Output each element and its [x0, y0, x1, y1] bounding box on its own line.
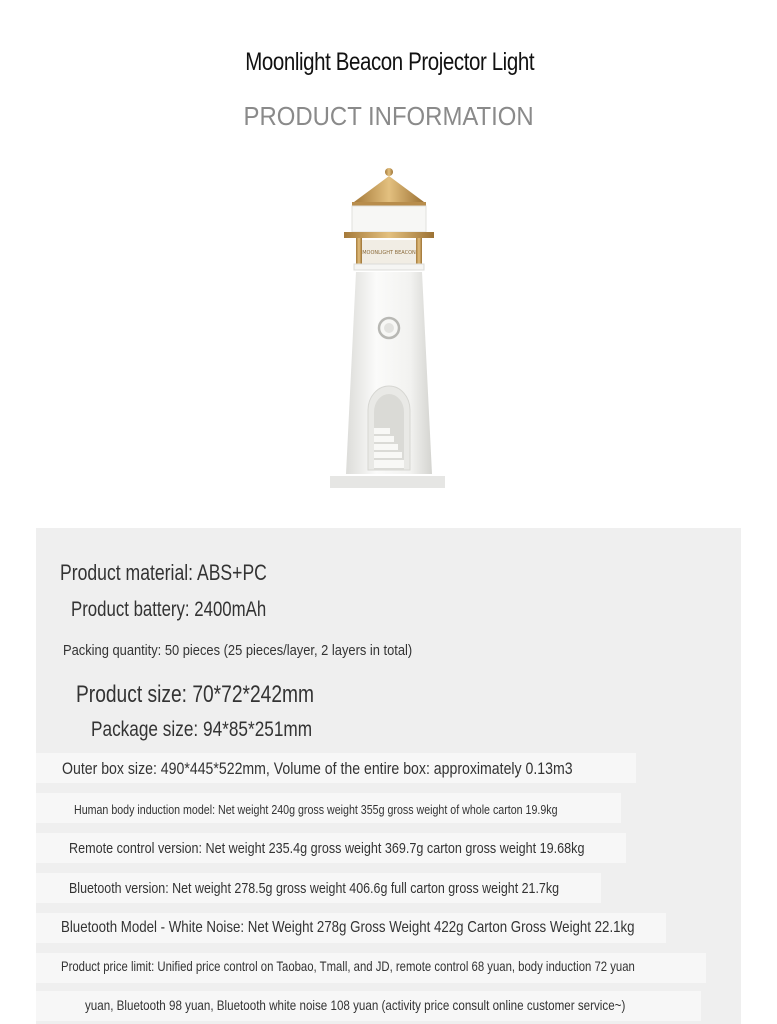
spec-package-size: Package size: 94*85*251mm — [91, 718, 313, 741]
lighthouse-product-image — [320, 160, 460, 495]
spec-product-size: Product size: 70*72*242mm — [76, 681, 314, 708]
spec-bluetooth-white-noise: Bluetooth Model - White Noise: Net Weight 278g Gross Weight 422g Carton Gross Weight 22.1kg — [61, 919, 635, 936]
spec-packing-quantity: Packing quantity: 50 pieces (25 pieces/layer, 2 layers in total) — [63, 642, 413, 659]
spec-price-limit-line-1: Product price limit: Unified price control on Taobao, Tmall, and JD, remote control 68 yuan, body induction 72 yuan — [61, 958, 635, 974]
lighthouse-logo-text: MOONLIGHT BEACON — [362, 250, 416, 256]
spec-battery: Product battery: 2400mAh — [71, 598, 267, 621]
spec-material: Product material: ABS+PC — [60, 560, 267, 585]
spec-human-body-model: Human body induction model: Net weight 240g gross weight 355g gross weight of whole carton 19.9kg — [74, 802, 558, 817]
spec-outer-box: Outer box size: 490*445*522mm, Volume of the entire box: approximately 0.13m3 — [62, 759, 573, 778]
spec-remote-version: Remote control version: Net weight 235.4g gross weight 369.7g carton gross weight 19.68kg — [69, 840, 585, 857]
section-subtitle: PRODUCT INFORMATION — [243, 101, 534, 131]
spec-price-limit-line-2: yuan, Bluetooth 98 yuan, Bluetooth white noise 108 yuan (activity price consult online customer service~) — [85, 997, 626, 1013]
page-title: Moonlight Beacon Projector Light — [245, 48, 535, 76]
spec-bluetooth-version: Bluetooth version: Net weight 278.5g gross weight 406.6g full carton gross weight 21.7kg — [69, 880, 559, 897]
